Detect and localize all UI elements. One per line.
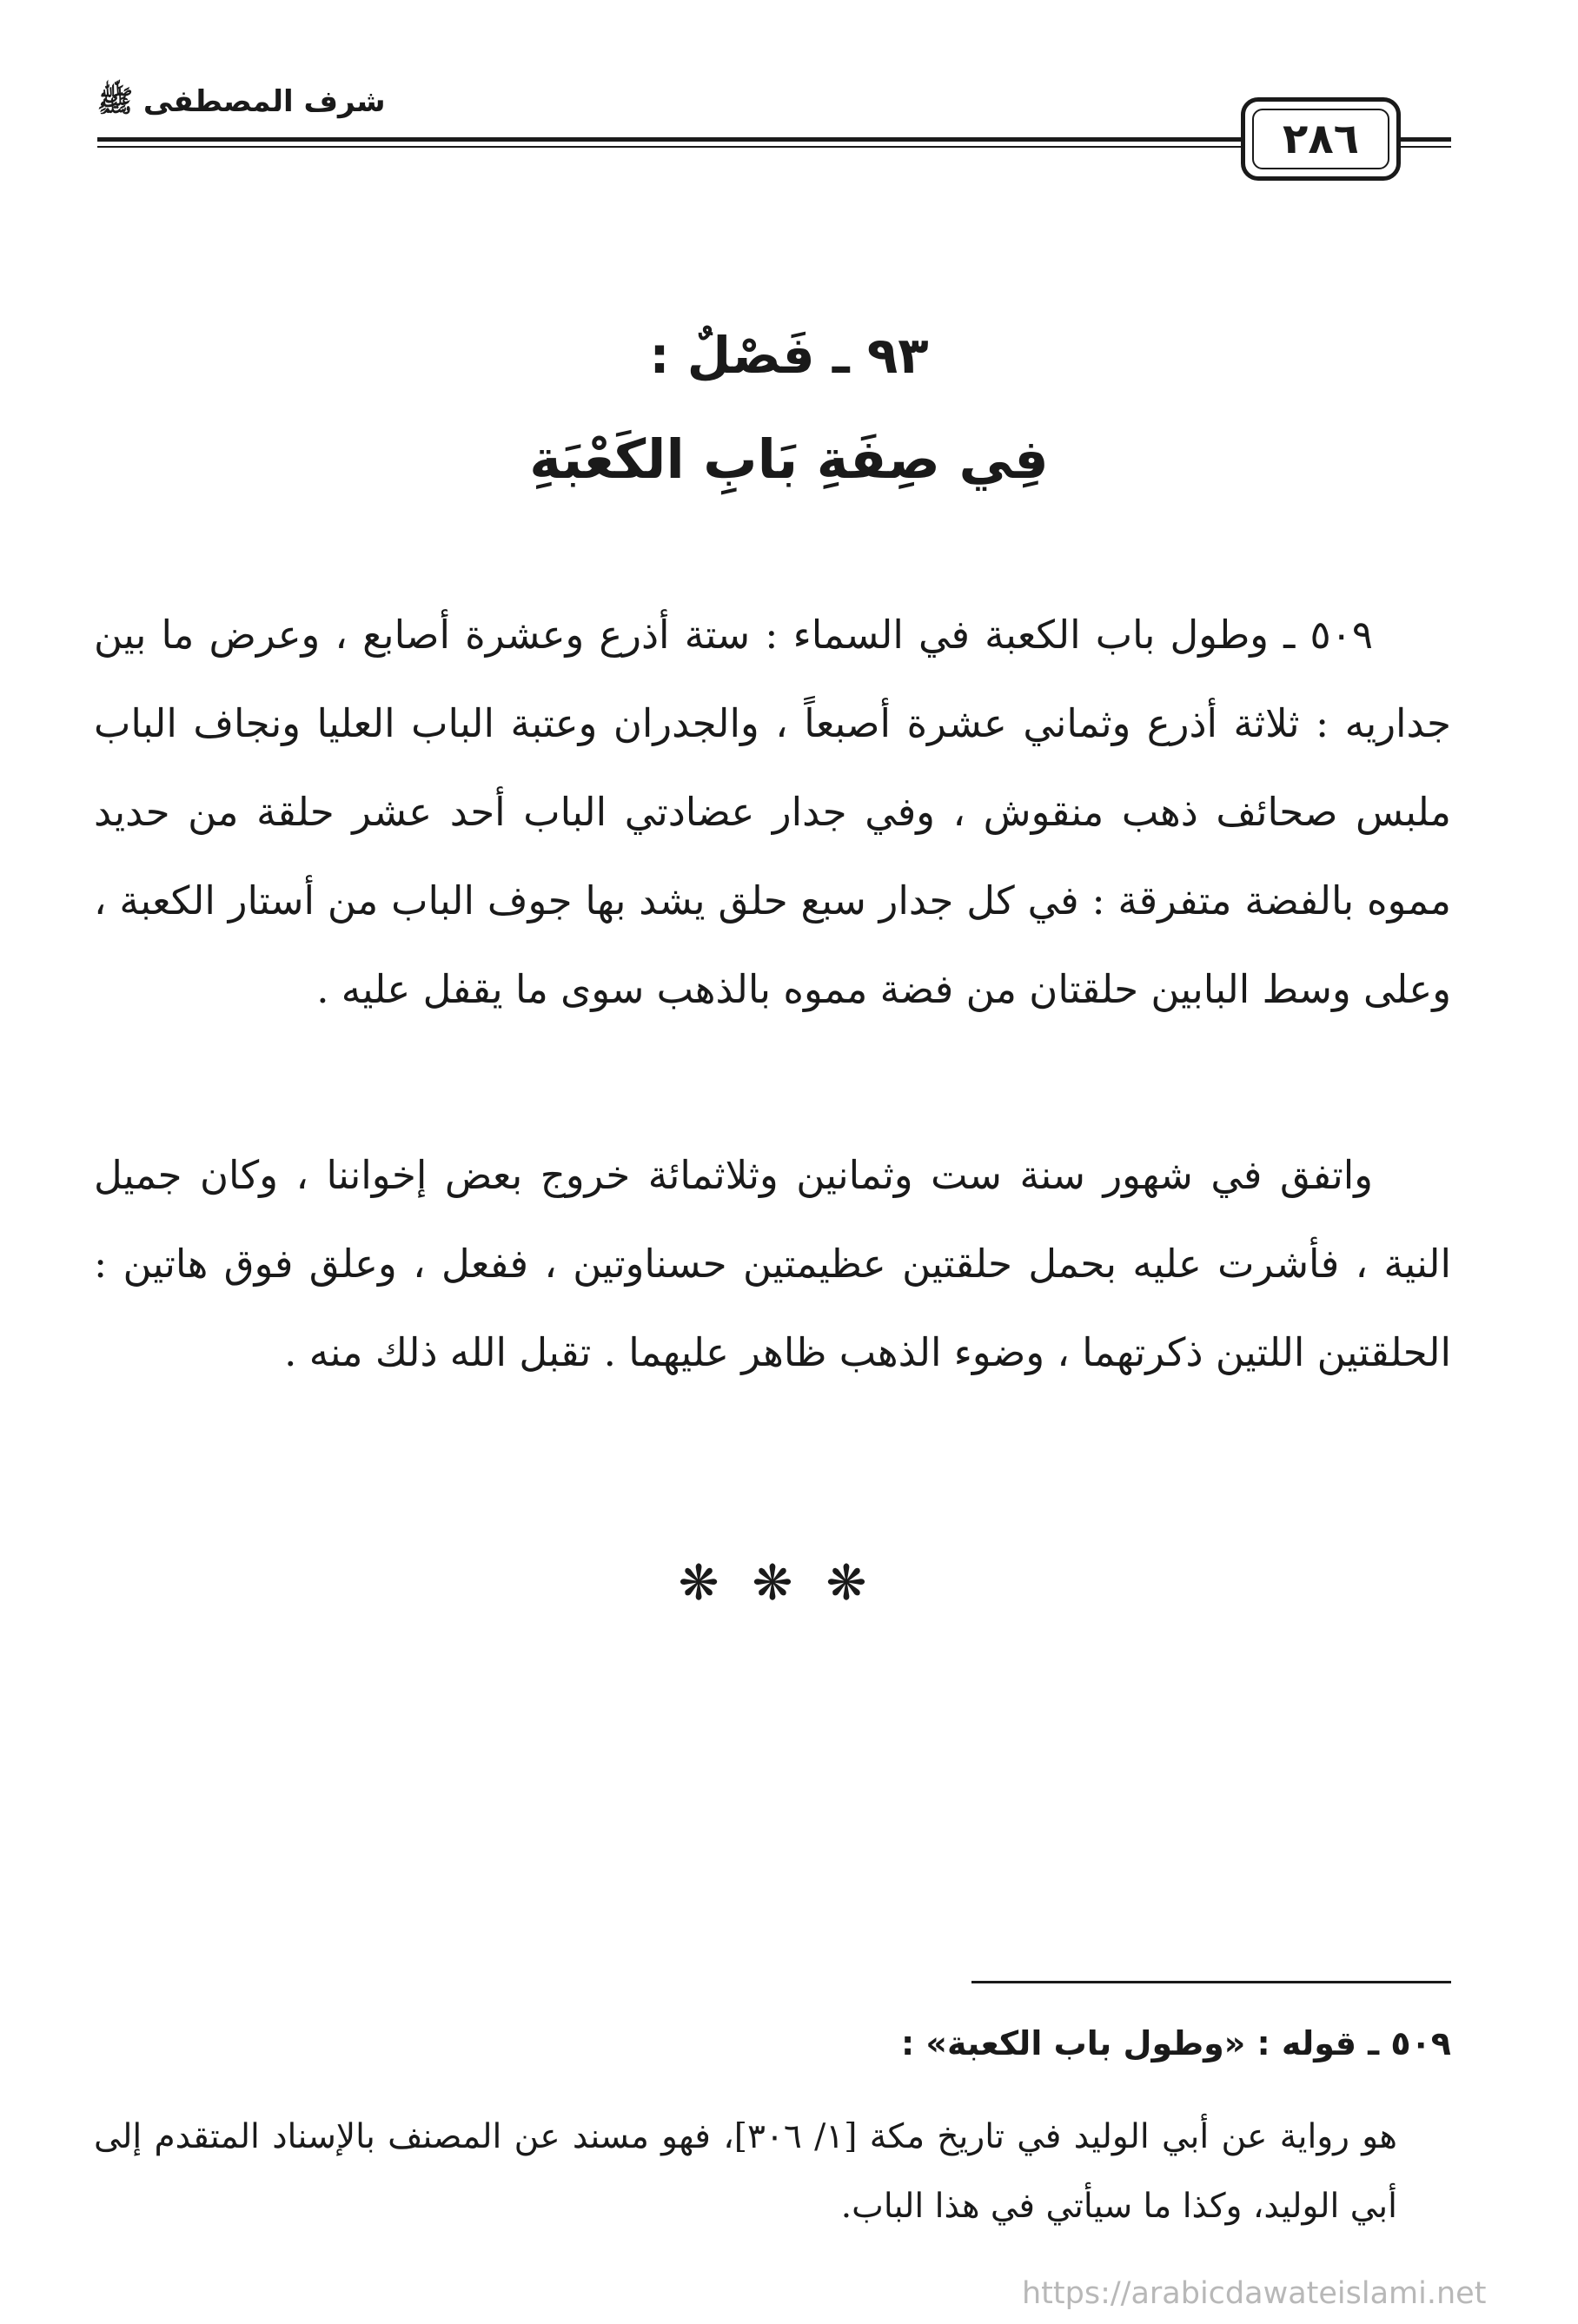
running-title: شرف المصطفى ﷺ	[97, 84, 386, 119]
header-rule-left-top	[97, 137, 1241, 142]
paragraph-509-text: ٥٠٩ ـ وطول باب الكعبة في السماء : ستة أذرع وعشرة أصابع ، وعرض ما بين جداريه : ثلاثة أذرع وثماني عشرة أصبعاً ، والجدران وعتبة الباب العليا ونجاف الباب ملبس صحائف ذهب منقوش ، وفي جدار عضادتي الباب أحد عشر حلقة من حديد مموه بالفضة متفرقة : في كل جدار سبع حلق يشد بها جوف الباب من أستار الكعبة ، وعلى وسط البابين حلقتان من فضة مموه بالذهب سوى ما يقفل عليه .	[94, 612, 1451, 1012]
header-rule-right-bottom	[1401, 146, 1451, 148]
chapter-subtitle: فِي صِفَةِ بَابِ الكَعْبَةِ	[529, 427, 1049, 491]
page-number-frame	[1241, 97, 1401, 181]
page-number: ٢٨٦	[1252, 109, 1389, 169]
paragraph-second-text: واتفق في شهور سنة ست وثمانين وثلاثمائة خروج بعض إخواننا ، وكان جميل النية ، فأشرت عليه بحمل حلقتين عظيمتين حسناوتين ، ففعل ، وعلق فوق هاتين : الحلقتين اللتين ذكرتهما ، وضوء الذهب ظاهر عليهما . تقبل الله ذلك منه .	[94, 1152, 1451, 1375]
header-rule-left-bottom	[97, 146, 1241, 148]
section-separator: ❋❋❋	[678, 1555, 900, 1612]
footnote-heading: ٥٠٩ ـ قوله : «وطول باب الكعبة» :	[900, 2024, 1451, 2062]
watermark-url: https://arabicdawateislami.net	[1022, 2276, 1487, 2311]
footnote-text: هو رواية عن أبي الوليد في تاريخ مكة [١/ ٣٠٦]، فهو مسند عن المصنف بالإسناد المتقدم إلى أبي الوليد، وكذا ما سيأتي في هذا الباب.	[94, 2117, 1397, 2226]
footnote-rule	[971, 1981, 1451, 1983]
chapter-title: ٩٣ ـ فَصْلٌ :	[649, 326, 929, 385]
header-rule-right-top	[1401, 137, 1451, 142]
paragraph-second	[94, 1131, 1451, 1397]
paragraph-509	[94, 591, 1451, 1034]
